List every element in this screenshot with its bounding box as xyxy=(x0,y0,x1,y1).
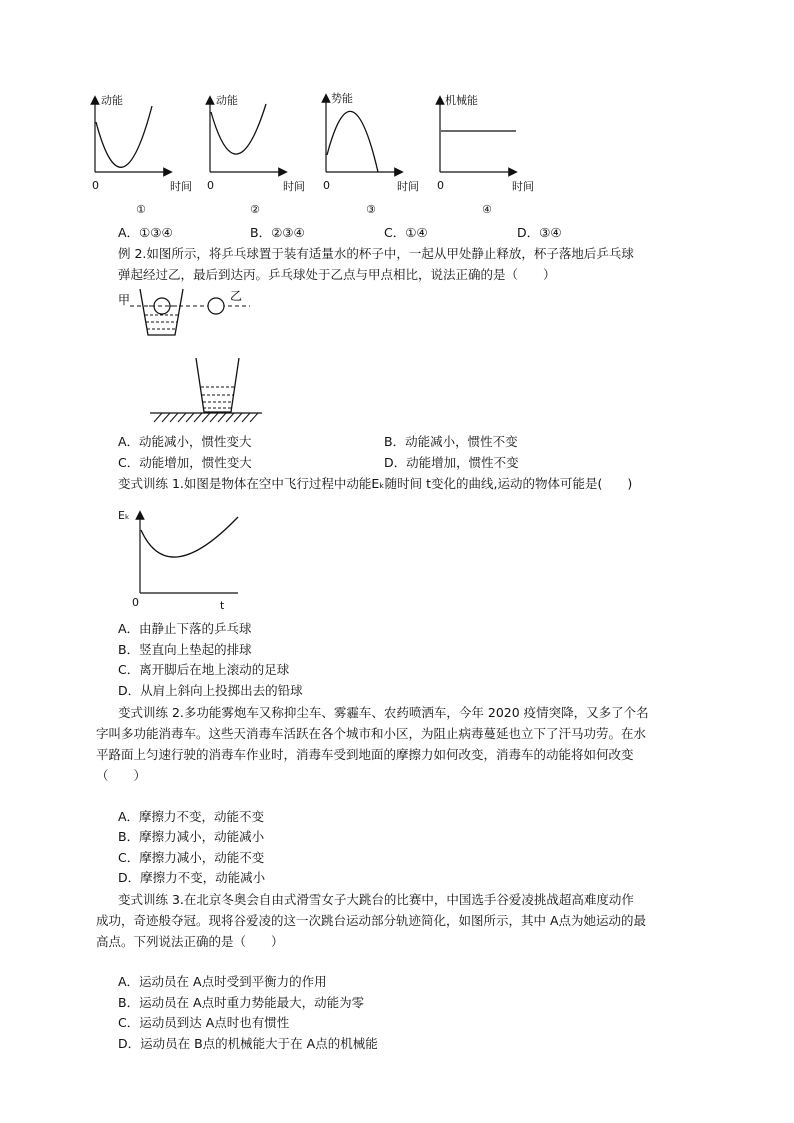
v2-option-c: C．摩擦力减小，动能不变 xyxy=(118,850,265,865)
ex2-option-d: D．动能增加，惯性不变 xyxy=(384,455,519,470)
ex2-option-b: B．动能减小，惯性不变 xyxy=(384,434,518,449)
v3-option-d: D．运动员在 B点的机械能大于在 A点的机械能 xyxy=(118,1036,378,1051)
label-yi: 乙 xyxy=(230,289,243,303)
energy-graphs xyxy=(0,0,794,220)
graph-2-curve xyxy=(211,104,266,154)
graph-2-ylabel: 动能 xyxy=(216,94,238,107)
cup-lower xyxy=(196,358,239,412)
v1-xlabel: t xyxy=(220,599,225,612)
graph-2-xlabel: 时间 xyxy=(283,180,305,193)
q0-option-c: C．①④ xyxy=(384,225,428,240)
q0-option-b: B．②③④ xyxy=(250,225,305,240)
v1-option-a: A．由静止下落的乒乓球 xyxy=(118,621,252,636)
graph-3-curve xyxy=(327,111,378,172)
graph-3-xlabel: 时间 xyxy=(397,180,419,193)
v2-line2: 字叫多功能消毒车。这些天消毒车活跃在各个城市和小区，为阻止病毒蔓延也立下了汗马功劳。在水 xyxy=(96,726,647,741)
graph-4-xlabel: 时间 xyxy=(512,180,534,193)
graph-3-number: ③ xyxy=(366,203,376,216)
v1-ylabel: Eₖ xyxy=(118,509,130,522)
graph-4-ylabel: 机械能 xyxy=(445,94,478,107)
v2-line4: （ ） xyxy=(96,768,147,783)
v2-line1: 变式训练 2.多功能雾炮车又称抑尘车、雾霾车、农药喷洒车，今年 2020 疫情突降，又多了个名 xyxy=(118,705,649,720)
v2-line3: 平路面上匀速行驶的消毒车作业时，消毒车受到地面的摩擦力如何改变，消毒车的动能将如何改变 xyxy=(96,747,634,762)
graph-1-xlabel: 时间 xyxy=(170,180,192,193)
v3-option-a: A．运动员在 A点时受到平衡力的作用 xyxy=(118,974,327,989)
graph-4 xyxy=(437,93,534,216)
graph-2 xyxy=(207,93,305,216)
v3-line2: 成功，奇迹般夺冠。现将谷爱凌的这一次跳台运动部分轨迹简化，如图所示，其中 A点为她运动的最 xyxy=(96,913,647,928)
q0-option-a: A．①③④ xyxy=(118,225,173,240)
v1-option-b: B．竖直向上垫起的排球 xyxy=(118,642,252,657)
label-jia: 甲 xyxy=(118,293,131,307)
graph-3-origin: 0 xyxy=(323,179,330,192)
ex2-text-line2: 弹起经过乙，最后到达丙。乒乓球处于乙点与甲点相比，说法正确的是（ ） xyxy=(118,267,556,282)
v1-option-c: C．离开脚后在地上滚动的足球 xyxy=(118,662,290,677)
graph-2-number: ② xyxy=(250,203,260,216)
graph-4-number: ④ xyxy=(482,203,492,216)
graph-1-origin: 0 xyxy=(92,179,99,192)
v1-text: 变式训练 1.如图是物体在空中飞行过程中动能Eₖ随时间 t变化的曲线,运动的物体可能是( ) xyxy=(118,476,633,491)
graph-1-number: ① xyxy=(136,203,146,216)
v2-option-d: D．摩擦力不变，动能减小 xyxy=(118,870,266,885)
graph-3-ylabel: 势能 xyxy=(331,92,353,105)
graph-3 xyxy=(323,91,419,216)
v3-line1: 变式训练 3.在北京冬奥会自由式滑雪女子大跳台的比赛中，中国选手谷爱凌挑战超高难度动作 xyxy=(118,892,634,907)
v1-origin: 0 xyxy=(132,596,139,609)
v2-option-b: B．摩擦力减小，动能减小 xyxy=(118,829,265,844)
v3-option-b: B．运动员在 A点时重力势能最大，动能为零 xyxy=(118,995,365,1010)
graph-1-ylabel: 动能 xyxy=(101,94,123,107)
v3-option-c: C．运动员到达 A点时也有惯性 xyxy=(118,1015,290,1030)
v1-curve xyxy=(141,517,238,557)
v1-option-d: D．从肩上斜向上投掷出去的铅球 xyxy=(118,683,303,698)
ex2-text-line1: 例 2.如图所示，将乒乓球置于装有适量水的杯子中，一起从甲处静止释放，杯子落地后乒乓球 xyxy=(118,246,634,261)
ex2-option-c: C．动能增加，惯性变大 xyxy=(118,455,252,470)
ex2-diagram xyxy=(110,284,410,424)
graph-2-origin: 0 xyxy=(207,179,214,192)
ex2-option-a: A．动能减小，惯性变大 xyxy=(118,434,252,449)
graph-1-curve xyxy=(96,106,152,167)
v3-line3: 高点。下列说法正确的是（ ） xyxy=(96,934,284,949)
v2-option-a: A．摩擦力不变，动能不变 xyxy=(118,809,265,824)
v1-graph xyxy=(110,505,260,615)
q0-option-d: D．③④ xyxy=(517,225,562,240)
ball-yi xyxy=(208,298,224,314)
graph-1 xyxy=(92,93,192,216)
graph-4-origin: 0 xyxy=(437,179,444,192)
